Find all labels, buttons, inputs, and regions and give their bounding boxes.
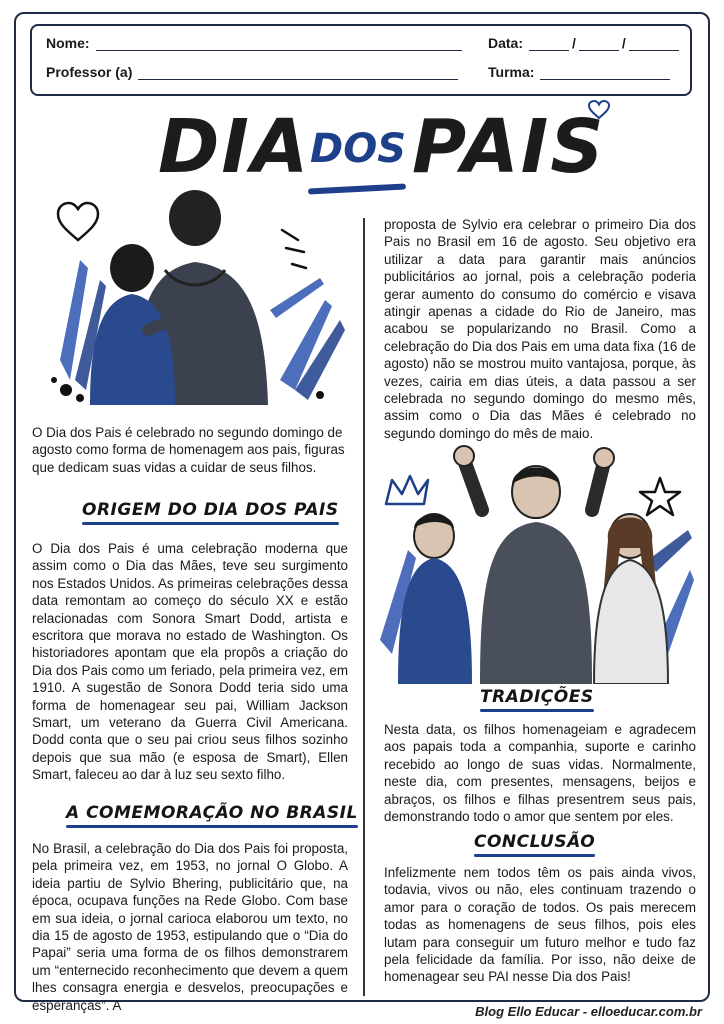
class-field — [488, 64, 670, 80]
section-title-tradicoes — [480, 687, 594, 712]
section-title-brasil-text: A COMEMORAÇÃO NO BRASIL — [66, 803, 358, 823]
student-info-box — [30, 24, 692, 96]
date-separator: / — [621, 35, 626, 51]
heart-icon — [58, 203, 98, 240]
conclusao-paragraph: Infelizmente nem todos têm os pais ainda vivos, todavia, vivos ou não, eles continuam trazendo o amor para o coração de todos. Os pais merecem todas as homenagens de seus filhos, pois eles lutam para conseguir um futuro melhor e tudo faz pela felicidade da família. Por isso, não deixe de homenagear seu PAI nesse Dia dos Pais! — [384, 865, 696, 985]
intro-paragraph: O Dia dos Pais é celebrado no segundo domingo de agosto como forma de homenagem aos pais, figuras que dedicam suas vidas a cuidar de seus filhos. — [32, 425, 345, 475]
section-title-tradicoes-text: TRADIÇÕES — [480, 687, 594, 707]
section-underline — [82, 522, 339, 525]
father-son-illustration — [40, 190, 350, 410]
family-celebrating-illustration — [378, 440, 694, 684]
origem-paragraph: O Dia dos Pais é uma celebração moderna que assim como o Dia das Mães, teve seu surgimento nos Estados Unidos. As primeiras celebrações dessa data remontam ao começo do século XX e estão relacionadas com Sonora Smart Dodd, artista e escritora que morava no estado de Washington. Os historiadores apontam que ela propôs a criação do Dia dos Pais como um feriado, pela primeira vez, em 1910. A sugestão de Sonora Dodd teria sido uma forma de homenagear seu pai, William Jackson Smart, um veterano da Guerra Civil Americana. Dodd conta que o seu pai criou seus filhos sozinho depois que sua mão (e esposa de Smart), Ellen Smart, faleceu ao dar à luz seu sexto filho. — [32, 541, 348, 783]
class-label: Turma: — [488, 64, 535, 80]
date-year-line[interactable] — [629, 37, 679, 51]
section-underline — [480, 709, 594, 712]
name-field — [46, 35, 462, 51]
crown-icon — [386, 476, 428, 504]
teacher-label: Professor (a) — [46, 64, 133, 80]
brasil-continuation-paragraph: proposta de Sylvio era celebrar o primeiro Dia dos Pais no Brasil em 16 de agosto. Seu objetivo era utilizar a data para garantir mais anúncios publicitários ao jornal, pois a celebração poderia gerar aumento do consumo do comércio e visava atingir apenas a cidade do Rio de Janeiro, mas acabou se popularizando no Brasil. Como a celebração do Dia dos Pais em uma data fixa (16 de agosto) não se mostrou muito vantajosa, porque, às vezes, cairia em dias úteis, a data passou a ser celebrada no segundo domingo do mesmo mês, assim como o Dia das Mães é celebrado no segundo domingo do mês de maio. — [384, 217, 696, 441]
section-title-conclusao — [474, 832, 595, 857]
date-label: Data: — [488, 35, 524, 51]
title-dia: DIA — [158, 104, 311, 190]
page-title — [150, 104, 620, 200]
teacher-field — [46, 64, 458, 80]
tradicoes-paragraph: Nesta data, os filhos homenageiam e agradecem aos papais toda a companhia, suporte e carinho recebido ao longo de suas vidas. Normalmente, neste dia, com presentes, mensagens, beijos e abraços, os filhos e filhas presentrem seus pais, demonstrando todo o amor que sentem por eles. — [384, 722, 696, 825]
section-underline — [474, 854, 595, 857]
name-label: Nome: — [46, 35, 90, 51]
date-month-line[interactable] — [579, 37, 619, 51]
footer-credit: Blog Ello Educar - elloeducar.com.br — [475, 1004, 702, 1019]
father-figure — [454, 446, 614, 684]
spark-lines — [282, 230, 306, 268]
title-pais: PAIS — [412, 104, 606, 190]
son-figure — [398, 514, 472, 684]
class-input-line[interactable] — [540, 66, 670, 80]
title-dos: DOS — [310, 126, 407, 172]
section-underline — [66, 825, 358, 828]
section-title-conclusao-text: CONCLUSÃO — [474, 832, 596, 852]
section-title-brasil — [66, 803, 358, 828]
brasil-paragraph: No Brasil, a celebração do Dia dos Pais foi proposta, pela primeira vez, em 1953, no jornal O Globo. A ideia partiu de Sylvio Bhering, publicitário que, na época, ocupava funções na Rede Globo. Com base em sua ideia, o jornal carioca elaborou um texto, no dia 15 de agosto de 1953, estipulando que o “Dia do Papai” seria uma forma de os filhos demonstrarem um “enternecido reconhecimento que devem a quem lhes consagra energia e desvelos, preocupações e esperanças”. A — [32, 841, 348, 1013]
date-separator: / — [572, 35, 576, 51]
teacher-input-line[interactable] — [138, 66, 458, 80]
star-icon — [640, 478, 680, 515]
date-field — [488, 35, 679, 51]
column-divider — [363, 218, 365, 996]
section-title-origem-text: ORIGEM DO DIA DOS PAIS — [82, 500, 339, 520]
name-input-line[interactable] — [96, 37, 462, 51]
date-day-line[interactable] — [529, 37, 569, 51]
daughter-figure — [594, 514, 668, 684]
section-title-origem — [82, 500, 339, 525]
heart-icon — [588, 100, 610, 120]
